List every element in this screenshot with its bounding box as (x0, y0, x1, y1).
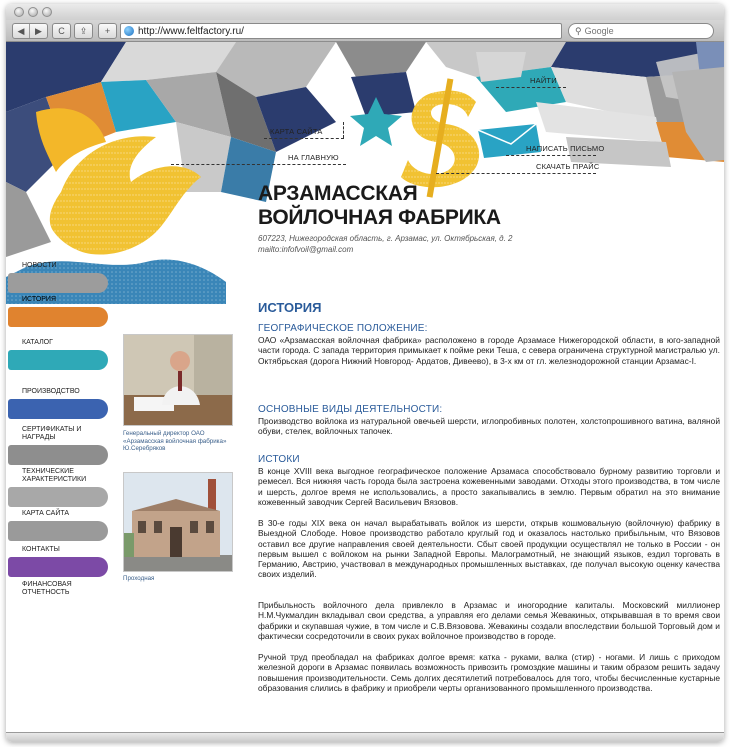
search-link-line (496, 87, 566, 88)
building-caption: Проходная (123, 575, 155, 582)
felt-collage-header (6, 42, 724, 304)
director-image (124, 335, 233, 426)
origins-paragraph: В 30-е годы XIX века он начал вырабатывать войлок из шерсти, открыв кошмовальную (войлочную) фабрику в Выездной Слободе. Новое производство работало круглый год и оказалось настолько прибыльным, что Вязовов оставил все другие направления своей деятельности. Сбыт своей продукции осуществлял не только в России - он первым вышел с войлоком на рынки Западной Европы. Малограмотный, не знающий языков, ездил торговать в Германию, Австрию, участвовал в международных промышленных выставках, где получал высокую оценку качества своих изделий. (258, 518, 720, 580)
home-link[interactable]: НА ГЛАВНУЮ (288, 153, 339, 162)
share-group (74, 23, 93, 39)
felt-tab-cyan (8, 350, 108, 370)
felt-tab-blue (8, 399, 108, 419)
magnifier-icon: ⚲ (575, 25, 582, 36)
sidebar-item-label: ФИНАНСОВАЯ ОТЧЕТНОСТЬ (22, 581, 72, 596)
section-text-geo: ОАО «Арзамасская войлочная фабрика» расположено в городе Арзамасе Нижегородской области, в юго-западной части города. С запада территория примыкает к пойме реки Теша, с севера ограничена структурной магистралью ул. Октябрьская (дорога Нижний Новгород- Ардатов, Дивеево), в 3-х км от гл. железнодорожной станции Арзамас-I. (258, 335, 720, 366)
url-text[interactable]: http://www.feltfactory.ru/ (138, 25, 244, 37)
section-text-activity: Производство войлока из натуральной овечьей шерсти, иглопробивных полотен, холстопрошивного ватина, валяной обуви, стелек, войлочных тапочек. (258, 416, 720, 437)
section-heading-origins: ИСТОКИ (258, 454, 300, 465)
director-caption: Генеральный директор ОАО «Арзамасская войлочная фабрика» Ю.Серебряков (123, 430, 227, 452)
download-price-link[interactable]: СКАЧАТЬ ПРАЙС (536, 162, 600, 171)
site-title-line2: ВОЙЛОЧНАЯ ФАБРИКА (258, 206, 501, 229)
sitemap-link-vline (343, 122, 344, 138)
section-heading-geo: ГЕОГРАФИЧЕСКОЕ ПОЛОЖЕНИЕ: (258, 323, 428, 334)
write-letter-line (506, 155, 596, 156)
page-title: ИСТОРИЯ (258, 300, 322, 315)
building-photo (123, 472, 233, 572)
origins-paragraph: Ручной труд преобладал на фабриках долгое время: катка - руками, валка (стир) - ногами. И лишь с приходом железной дороги в Арзамас появилась возможность привозить громоздкие машины и таким образом решить задачу повышения производительности. Семь долгих десятилетий потребовалось для того, чтобы бесчисленные кустарные образования слились в фабрику и приобрели черты организованного промышленного производства. (258, 652, 720, 693)
sitemap-link[interactable]: КАРТА САЙТА (270, 127, 323, 136)
sitemap-link-line (264, 138, 344, 139)
browser-toolbar (6, 20, 724, 42)
sidebar-item-label: СЕРТИФИКАТЫ И НАГРАДЫ (22, 426, 82, 441)
section-heading-activity: ОСНОВНЫЕ ВИДЫ ДЕЯТЕЛЬНОСТИ: (258, 404, 443, 415)
search-input[interactable] (585, 26, 695, 36)
add-bookmark-button[interactable]: + (104, 26, 111, 36)
reload-group (52, 23, 71, 39)
zoom-window-icon[interactable] (42, 7, 52, 17)
sidebar-item-label: ПРОИЗВОДСТВО (22, 388, 80, 395)
site-title-line1: АРЗАМАССКАЯ (258, 182, 418, 205)
title-bar (6, 4, 724, 20)
felt-tab-orange (8, 307, 108, 327)
history-buttons (12, 23, 48, 39)
building-image (124, 473, 233, 572)
felt-tab-purple (8, 557, 108, 577)
sidebar-item-label: КАТАЛОГ (22, 339, 53, 346)
site-title (258, 182, 501, 230)
reload-button[interactable]: C (58, 26, 65, 36)
back-button[interactable]: ◀ (13, 24, 30, 38)
sidebar-item-label: ИСТОРИЯ (22, 296, 57, 303)
felt-tab-dark-gray (8, 445, 108, 465)
origins-paragraph: Прибыльность войлочного дела привлекло в Арзамас и иногородние капиталы. Московский миллионер Н.М.Чукмалдин вкладывал свои средства, а управляя его делами семья Жевакиных, открывавшая в то время свои фабрики и скупавшая чужие, в том числе и С.В.Вязовова. Жевакины создали впоследствии большой Торговый дом и фактически сосредоточили в своих руках войлочное производство в городе. (258, 600, 720, 641)
sidebar-item-label: КАРТА САЙТА (22, 510, 70, 517)
close-window-icon[interactable] (14, 7, 24, 17)
director-photo (123, 334, 233, 426)
sidebar-item-label: НОВОСТИ (22, 262, 57, 269)
search-link[interactable]: НАЙТИ (530, 76, 557, 85)
home-link-line (171, 164, 346, 165)
add-group (98, 23, 117, 39)
email-link[interactable]: mailto:infofvoil@gmail.com (258, 245, 354, 254)
web-page (6, 42, 724, 742)
search-box[interactable] (568, 23, 714, 39)
address-bar[interactable] (120, 23, 562, 39)
felt-tab-mid-gray (8, 521, 108, 541)
felt-tab-gray (8, 273, 108, 293)
felt-tab-light-gray (8, 487, 108, 507)
address-text: 607223, Нижегородская область, г. Арзамас, ул. Октябрьская, д. 2 (258, 234, 513, 243)
sidebar-item-label: КОНТАКТЫ (22, 546, 60, 553)
write-letter-link[interactable]: НАПИСАТЬ ПИСЬМО (526, 144, 605, 153)
browser-window (6, 4, 724, 742)
origins-paragraph: В конце XVIII века выгодное географическое положение Арзамаса способствовало бурному развитию торговли и ремесел. Вся нижняя часть города была застроена кожевенными заводами. Отходы этого производства, в том числе и шерсть, долгое время не использовались, а просто закапывались в землю. Первым обратил на это внимание кожевенный заводчик Сергей Васильевич Вязовов. (258, 466, 720, 507)
status-bar (6, 732, 724, 742)
share-button[interactable]: ⇪ (79, 25, 88, 36)
download-price-line (436, 173, 596, 174)
sidebar-item-label: ТЕХНИЧЕСКИЕ ХАРАКТЕРИСТИКИ (22, 468, 87, 483)
globe-icon (124, 26, 134, 36)
forward-button[interactable]: ▶ (35, 25, 42, 36)
minimize-window-icon[interactable] (28, 7, 38, 17)
